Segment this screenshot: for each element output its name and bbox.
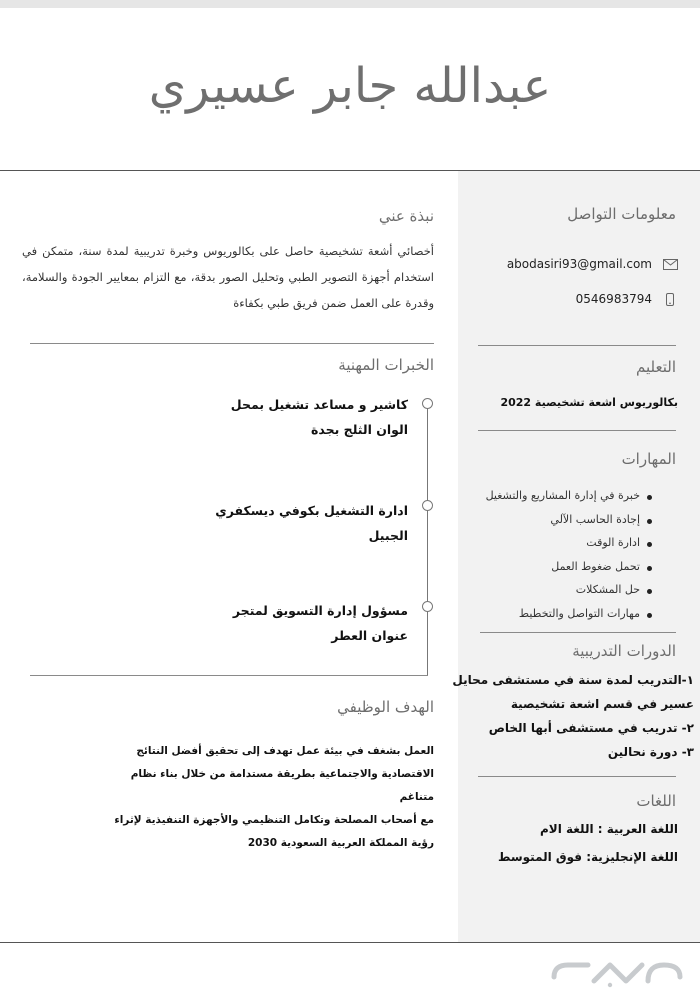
objective-line: رؤية المملكة العربية السعودية 2030 [247, 837, 434, 849]
skill-item: ادارة الوقت [486, 536, 652, 560]
contact-title: معلومات التواصل [567, 205, 676, 223]
job-place: الجبيل [368, 528, 408, 543]
job-item [231, 392, 408, 442]
mail-icon [662, 258, 678, 270]
skill-item: تحمل ضغوط العمل [486, 560, 652, 584]
skill-item: خبرة في إدارة المشاريع والتشغيل [486, 489, 652, 513]
divider [478, 345, 676, 346]
language-item: اللغة الإنجليزية: فوق المتوسط [498, 850, 678, 864]
divider [478, 430, 676, 431]
skills-list [486, 489, 652, 630]
divider [480, 632, 676, 633]
education-degree: بكالوريوس اشعة تشخيصية 2022 [500, 396, 678, 409]
phone-row [576, 292, 678, 306]
course-item: ١-التدريب لمدة سنة في مستشفى محايل [452, 673, 694, 687]
job-place: عنوان العطر [331, 628, 408, 643]
skills-title: المهارات [621, 450, 676, 468]
course-item: عسير في قسم اشعة تشخيصية [510, 697, 694, 711]
top-strip [0, 0, 700, 8]
email-value: abodasiri93@gmail.com [506, 257, 652, 271]
divider [478, 776, 676, 777]
job-title: كاشير و مساعد تشغيل بمحل [230, 397, 408, 412]
courses-title: الدورات التدريبية [572, 642, 676, 660]
page-title: عبدالله جابر عسيري [148, 58, 552, 114]
experience-title: الخبرات المهنية [338, 356, 434, 374]
phone-value: 0546983794 [575, 292, 652, 306]
timeline-dot [422, 500, 433, 511]
objective-line: الاقتصادية والاجتماعية بطريقة مستدامة من خلال بناء نظام متناغم [130, 768, 434, 803]
divider [30, 343, 434, 344]
about-title: نبذة عني [378, 207, 434, 225]
languages-title: اللغات [636, 792, 676, 810]
languages-list [498, 815, 678, 871]
language-item: اللغة العربية : اللغة الام [539, 822, 678, 836]
divider [30, 675, 428, 676]
job-title: مسؤول إدارة التسويق لمتجر [232, 603, 408, 618]
timeline-dot [422, 601, 433, 612]
job-place: الوان الثلج بجدة [311, 422, 408, 437]
education-title: التعليم [636, 358, 676, 376]
objective-line: مع أصحاب المصلحة وتكامل التنظيمي والأجهزة التنفيذية لإثراء [114, 814, 434, 826]
course-item: ٢- تدريب في مستشفى أبها الخاص [488, 721, 694, 735]
header [0, 8, 700, 172]
objective-line: العمل بشغف في بيئة عمل تهدف إلى تحقيق أفضل النتائج [136, 745, 434, 757]
skill-item: حل المشكلات [486, 583, 652, 607]
job-item [215, 498, 408, 548]
objective-text [104, 740, 434, 855]
phone-icon [662, 293, 678, 305]
skill-item: مهارات التواصل والتخطيط [486, 607, 652, 631]
timeline-line [427, 404, 428, 676]
email-row [507, 257, 678, 271]
objective-title: الهدف الوظيفي [337, 698, 434, 716]
timeline-dot [422, 398, 433, 409]
job-item [233, 598, 408, 648]
job-title: ادارة التشغيل بكوفي ديسكفري [215, 503, 408, 518]
page-bottom-divider [0, 942, 700, 943]
about-text: أخصائي أشعة تشخيصية حاصل على بكالوريوس وخبرة تدريبية لمدة سنة، متمكن في استخدام أجهزة التصوير الطبي وتحليل الصور بدقة، مع التزام بمعايير الجودة والسلامة، وقدرة على العمل ضمن فريق طبي بكفاءة [22, 244, 434, 310]
courses-list [452, 668, 694, 764]
haraj-watermark-logo [548, 955, 686, 989]
skill-item: إجادة الحاسب الآلي [486, 513, 652, 537]
course-item: ٣- دورة نحالين [607, 745, 694, 759]
